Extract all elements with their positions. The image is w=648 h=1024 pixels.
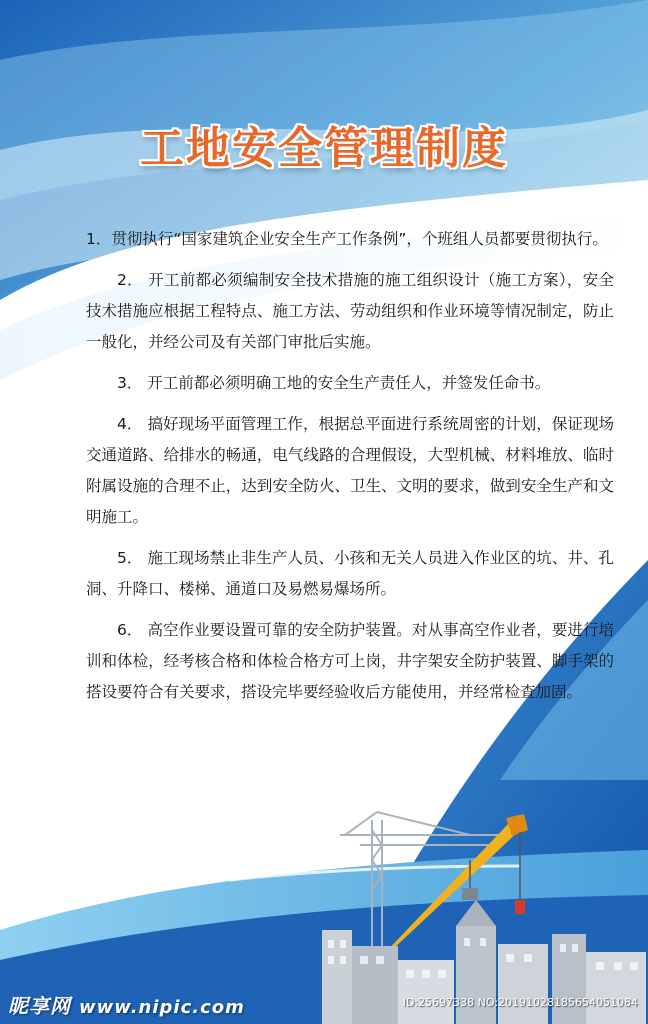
page-title: 工地安全管理制度 <box>140 123 508 174</box>
watermark-logo-text: 昵享网 <box>8 994 71 1018</box>
rule-paragraph-1: 1．贯彻执行“国家建筑企业安全生产工作条例”，个班组人员都要贯彻执行。 <box>86 230 608 248</box>
rule-paragraph-2: 2． 开工前都必须编制安全技术措施的施工组织设计（施工方案），安全技术措施应根据工程特点、施工方法、劳动组织和作业环境等情况制定，防止一般化，并经公司及有关部门审批后实施。 <box>86 271 614 351</box>
rule-paragraph-3: 3． 开工前都必须明确工地的安全生产责任人，并签发任命书。 <box>117 374 551 392</box>
rule-paragraph-6: 6． 高空作业要设置可靠的安全防护装置。对从事高空作业者，要进行培训和体检，经考核合格和体检合格方可上岗，井字架安全防护装置、脚手架的搭设要符合有关要求，搭设完毕要经验收后方能使用，并经常检查加固。 <box>86 621 614 701</box>
watermark-site: www.nipic.com <box>78 997 245 1018</box>
watermark-logo <box>8 990 245 1019</box>
rule-paragraph-4: 4． 搞好现场平面管理工作，根据总平面进行系统周密的计划，保证现场交通道路、给排水的畅通，电气线路的合理假设，大型机械、材料堆放、临时附属设施的合理不止，达到安全防火、卫生、文明的要求，做到安全生产和文明施工。 <box>86 415 614 526</box>
watermark-id: ID:25697338 NO:20191028185654051084 <box>402 996 638 1009</box>
rules-content <box>86 224 614 718</box>
rule-paragraph-5: 5． 施工现场禁止非生产人员、小孩和无关人员进入作业区的坑、井、孔洞、升降口、楼梯、通道口及易燃易爆场所。 <box>86 549 614 598</box>
